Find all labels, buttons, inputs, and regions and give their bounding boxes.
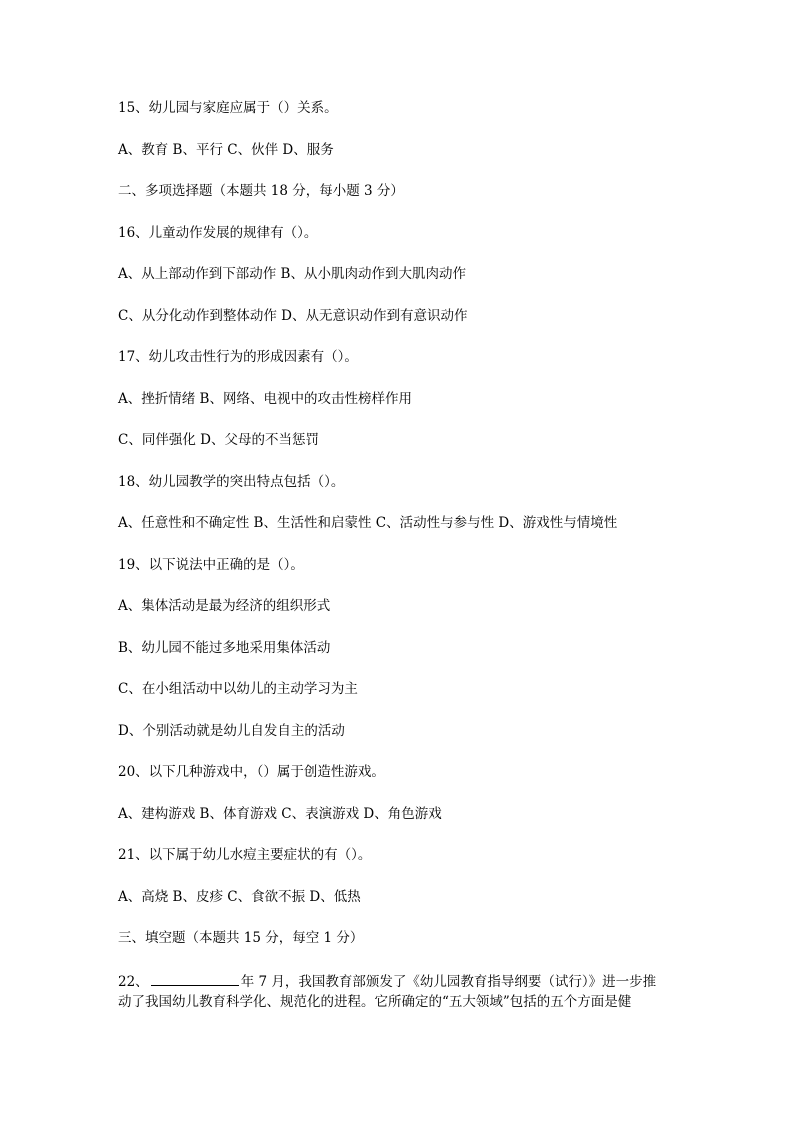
q15-options: A、教育 B、平行 C、伙伴 D、服务 xyxy=(118,142,334,158)
q20-options: A、建构游戏 B、体育游戏 C、表演游戏 D、角色游戏 xyxy=(118,806,442,822)
q22-number: 22、 xyxy=(118,974,149,990)
q18-text: 18、幼儿园教学的突出特点包括（）。 xyxy=(118,474,345,490)
q19-option-b: B、幼儿园不能过多地采用集体活动 xyxy=(118,640,331,656)
q22-text-1: 年 7 月，我国教育部颁发了《幼儿园教育指导纲要（试行）》进一步推 xyxy=(240,974,657,990)
q17-options-ab: A、挫折情绪 B、网络、电视中的攻击性榜样作用 xyxy=(118,391,412,407)
q22-line-2: 动了我国幼儿教育科学化、规范化的进程。它所确定的“五大领域”包括的五个方面是健 xyxy=(118,994,632,1010)
q20-text: 20、以下几种游戏中，（）属于创造性游戏。 xyxy=(118,764,385,780)
q16-options-ab: A、从上部动作到下部动作 B、从小肌肉动作到大肌肉动作 xyxy=(118,266,466,282)
section-3-title: 三、填空题（本题共 15 分，每空 1 分） xyxy=(118,930,364,946)
q22-blank[interactable] xyxy=(151,971,239,986)
q21-options: A、高烧 B、皮疹 C、食欲不振 D、低热 xyxy=(118,889,361,905)
section-2-title: 二、多项选择题（本题共 18 分，每小题 3 分） xyxy=(118,183,404,199)
q17-options-cd: C、同伴强化 D、父母的不当惩罚 xyxy=(118,432,319,448)
q19-option-c: C、在小组活动中以幼儿的主动学习为主 xyxy=(118,681,358,697)
q19-option-a: A、集体活动是最为经济的组织形式 xyxy=(118,598,331,614)
q17-text: 17、幼儿攻击性行为的形成因素有（）。 xyxy=(118,349,358,365)
q16-options-cd: C、从分化动作到整体动作 D、从无意识动作到有意识动作 xyxy=(118,308,468,324)
q19-text: 19、以下说法中正确的是（）。 xyxy=(118,557,304,573)
q16-text: 16、儿童动作发展的规律有（）。 xyxy=(118,225,318,241)
q15-text: 15、幼儿园与家庭应属于（）关系。 xyxy=(118,100,338,116)
q22-line-1 xyxy=(118,971,656,991)
q19-option-d: D、个别活动就是幼儿自发自主的活动 xyxy=(118,723,345,739)
q21-text: 21、以下属于幼儿水痘主要症状的有（）。 xyxy=(118,847,372,863)
q18-options: A、任意性和不确定性 B、生活性和启蒙性 C、活动性与参与性 D、游戏性与情境性 xyxy=(118,515,618,531)
